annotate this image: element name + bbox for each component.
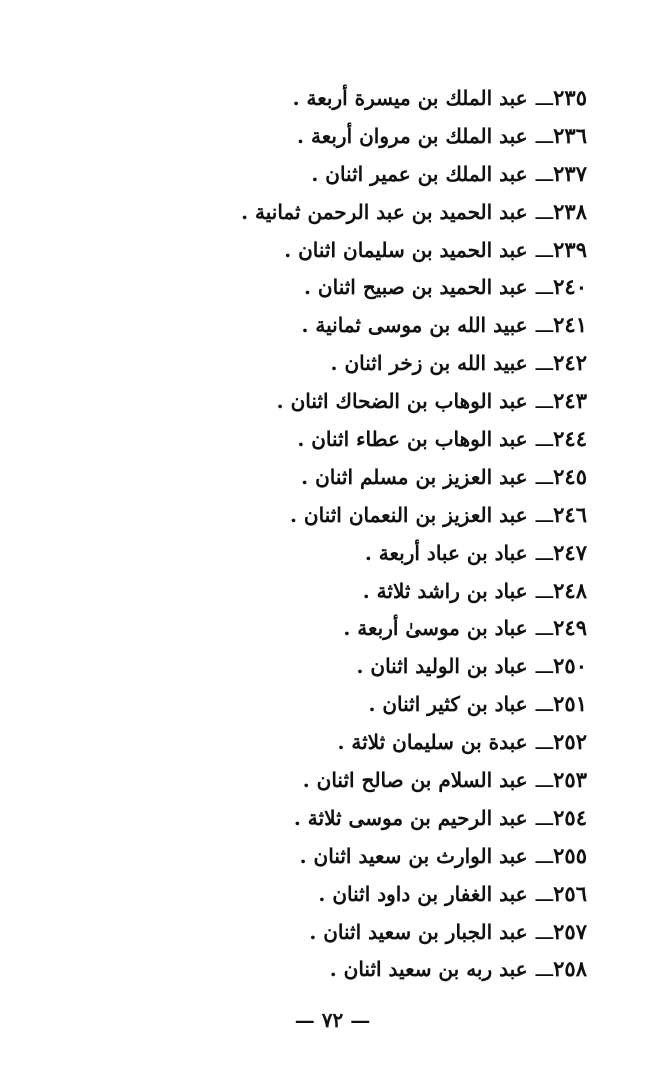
entry-text: عبد الوارث بن سعيد اثنان . — [299, 843, 528, 868]
list-item — [167, 458, 587, 496]
entry-text: عبيد الله بن موسى ثمانية . — [301, 313, 528, 338]
entry-dash: ـــ — [535, 578, 554, 603]
entry-dash: ـــ — [535, 654, 554, 679]
list-item — [167, 268, 587, 306]
list-item — [167, 572, 587, 610]
list-item — [167, 913, 587, 951]
entry-dash: ـــ — [535, 730, 554, 755]
list-item — [167, 761, 587, 799]
entry-number: ٢٣٨ — [553, 198, 587, 224]
entry-dash: ـــ — [535, 199, 554, 224]
entry-dash: ـــ — [535, 161, 554, 186]
entry-dash: ـــ — [535, 805, 554, 830]
entry-text: عبد الوهاب بن الضحاك اثنان . — [276, 389, 528, 414]
entry-number: ٢٥٧ — [553, 918, 587, 944]
entry-text: عبيد الله بن زخر اثنان . — [330, 351, 528, 376]
entry-dash: ـــ — [535, 351, 554, 376]
entry-text: عبد الجبار بن سعيد اثنان . — [309, 919, 528, 944]
entry-number: ٢٤٧ — [553, 539, 587, 565]
entry-text: عباد بن كثير اثنان . — [368, 692, 528, 717]
entry-number: ٢٤٣ — [553, 388, 587, 414]
entry-text: عبد الوهاب بن عطاء اثنان . — [297, 427, 528, 452]
entry-dash: ـــ — [535, 957, 554, 982]
entry-number: ٢٥٥ — [553, 842, 587, 868]
entry-text: عبدة بن سليمان ثلاثة . — [337, 730, 528, 755]
entry-dash: ـــ — [535, 275, 554, 300]
entry-text: عباد بن الوليد اثنان . — [356, 654, 528, 679]
entry-text: عبد الحميد بن صبيح اثنان . — [303, 275, 528, 300]
list-item — [167, 647, 587, 685]
entry-number: ٢٣٧ — [553, 160, 587, 186]
entry-number: ٢٤٥ — [553, 463, 587, 489]
entry-number: ٢٤٩ — [553, 615, 587, 641]
entry-number: ٢٤٨ — [553, 577, 587, 603]
entry-number: ٢٣٦ — [553, 122, 587, 148]
entry-text: عباد بن موسىٰ أربعة . — [343, 616, 528, 641]
list-item — [167, 950, 587, 988]
page-number: — ٧٢ — — [294, 1008, 371, 1032]
narrator-list — [167, 79, 587, 988]
entry-dash: ـــ — [535, 427, 554, 452]
entry-text: عبد الحميد بن سليمان اثنان . — [284, 237, 528, 262]
list-item — [167, 496, 587, 534]
list-item — [167, 534, 587, 572]
entry-dash: ـــ — [535, 540, 554, 565]
entry-dash: ـــ — [535, 843, 554, 868]
list-item — [167, 875, 587, 913]
entry-text: عبد العزيز بن مسلم اثنان . — [301, 464, 528, 489]
list-item — [167, 382, 587, 420]
entry-number: ٢٥٦ — [553, 880, 587, 906]
entry-dash: ـــ — [535, 692, 554, 717]
entry-number: ٢٤٦ — [553, 501, 587, 527]
entry-dash: ـــ — [535, 86, 554, 110]
entry-number: ٢٣٥ — [553, 85, 587, 110]
entry-dash: ـــ — [535, 768, 554, 793]
entry-dash: ـــ — [535, 502, 554, 527]
entry-text: عبد الملك بن عمير اثنان . — [311, 161, 528, 186]
entry-number: ٢٥٤ — [553, 804, 587, 830]
entry-number: ٢٤٢ — [553, 350, 587, 376]
list-item — [167, 723, 587, 761]
entry-text: عبد الغفار بن داود اثنان . — [318, 881, 528, 906]
entry-number: ٢٤٠ — [553, 274, 587, 300]
entry-number: ٢٥٠ — [553, 653, 587, 679]
entry-text: عباد بن عباد أربعة . — [364, 540, 528, 565]
list-item — [167, 609, 587, 647]
list-item — [167, 344, 587, 382]
entry-dash: ـــ — [535, 313, 554, 338]
entry-dash: ـــ — [535, 389, 554, 414]
entry-dash: ـــ — [535, 123, 554, 148]
entry-dash: ـــ — [535, 237, 554, 262]
list-item — [167, 79, 587, 117]
entry-text: عباد بن راشد ثلاثة . — [362, 578, 528, 603]
entry-number: ٢٤٤ — [553, 426, 587, 452]
entry-number: ٢٥٣ — [553, 767, 587, 793]
entry-number: ٢٥٢ — [553, 729, 587, 755]
entry-number: ٢٤١ — [553, 312, 587, 338]
entry-dash: ـــ — [535, 616, 554, 641]
entry-text: عبد ربه بن سعيد اثنان . — [329, 957, 528, 982]
entry-text: عبد السلام بن صالح اثنان . — [302, 768, 528, 793]
entry-dash: ـــ — [535, 464, 554, 489]
entry-dash: ـــ — [535, 881, 554, 906]
list-item — [167, 193, 587, 231]
list-item — [167, 231, 587, 269]
list-item — [167, 117, 587, 155]
list-item — [167, 155, 587, 193]
list-item — [167, 799, 587, 837]
entry-text: عبد الرحيم بن موسى ثلاثة . — [293, 805, 528, 830]
entry-text: عبد الملك بن مروان أربعة . — [297, 123, 528, 148]
entry-number: ٢٥٨ — [553, 956, 587, 982]
list-item — [167, 837, 587, 875]
entry-text: عبد العزيز بن النعمان اثنان . — [289, 502, 528, 527]
entry-dash: ـــ — [535, 919, 554, 944]
list-item — [167, 420, 587, 458]
entry-text: عبد الحميد بن عبد الرحمن ثمانية . — [241, 199, 528, 224]
entry-number: ٢٣٩ — [553, 236, 587, 262]
entry-text: عبد الملك بن ميسرة أربعة . — [292, 86, 528, 110]
list-item — [167, 306, 587, 344]
list-item — [167, 685, 587, 723]
entry-number: ٢٥١ — [553, 691, 587, 717]
